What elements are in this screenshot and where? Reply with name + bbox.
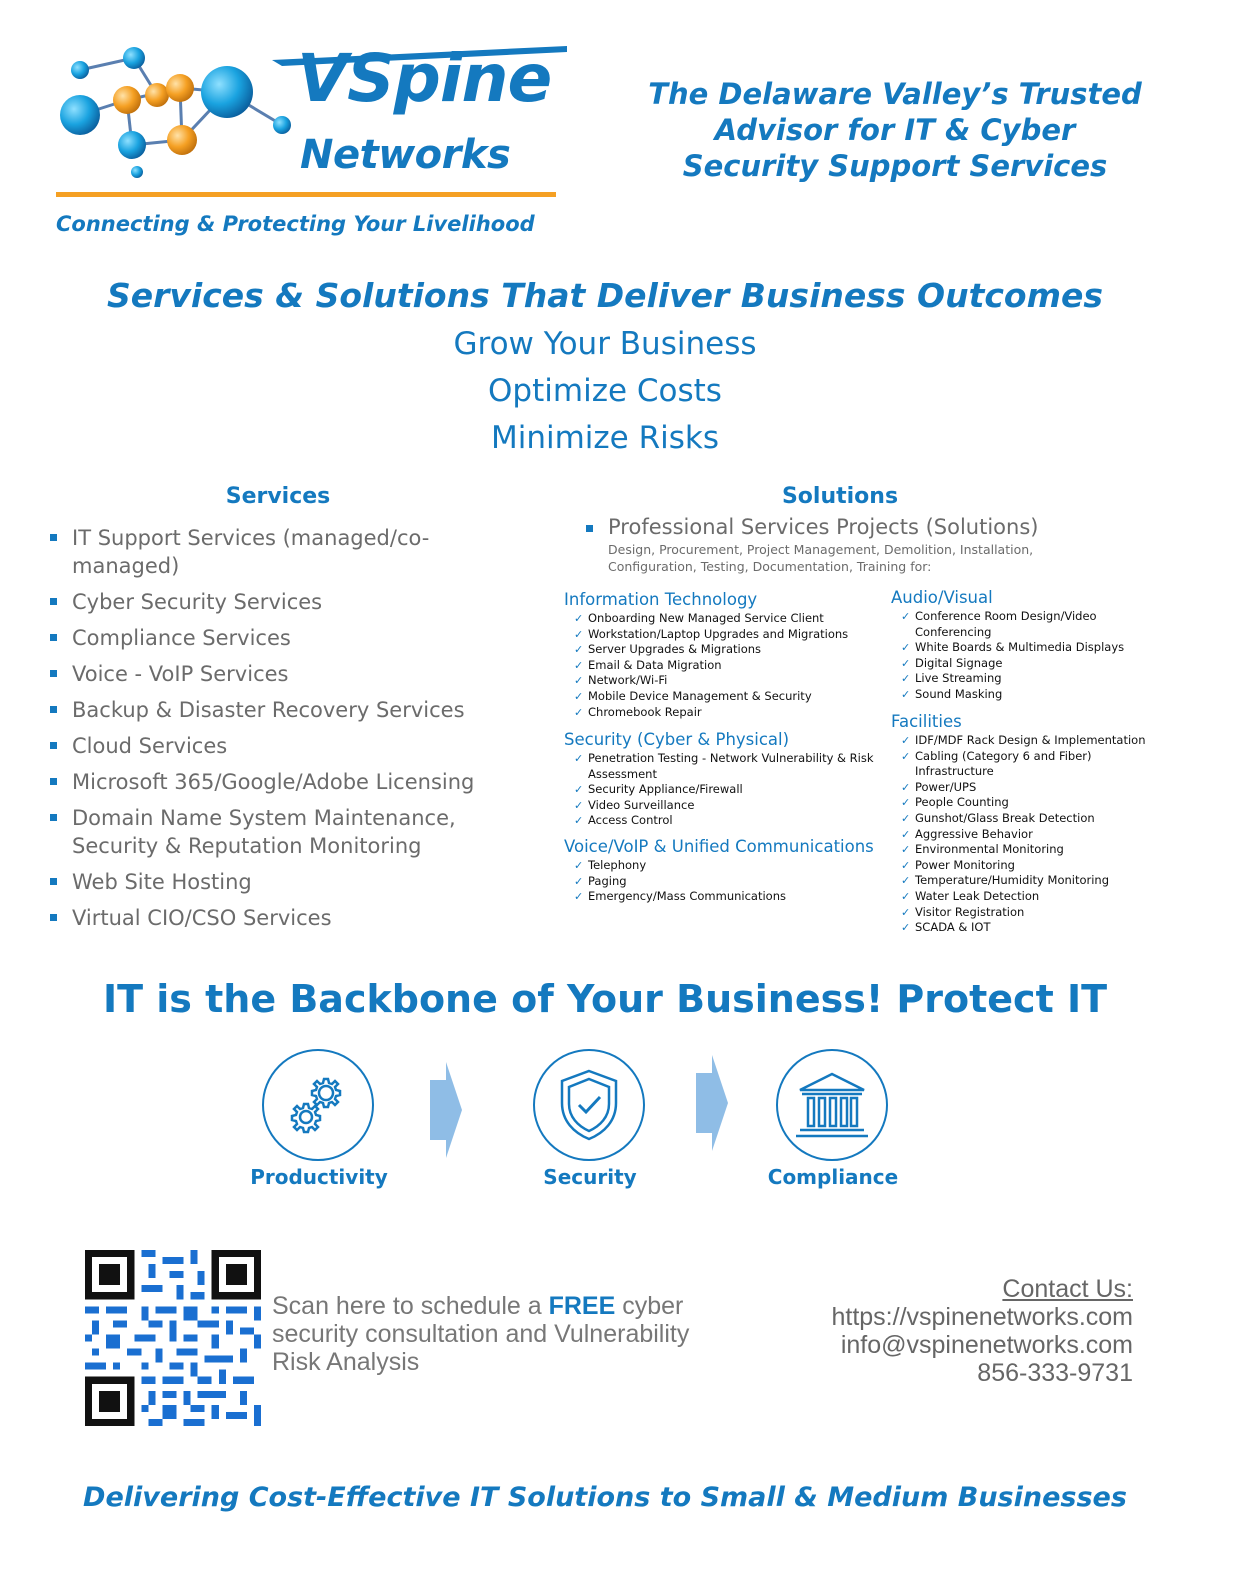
solution-group-title: Information Technology (564, 590, 758, 609)
check-icon: ✓ (901, 858, 911, 872)
bullet-icon (586, 525, 593, 532)
solution-group-title: Audio/Visual (891, 588, 993, 607)
list-item: ✓ Access Control (574, 813, 673, 828)
step-label-compliance: Compliance (767, 1165, 899, 1189)
bullet-icon (50, 914, 57, 921)
list-item: Virtual CIO/CSO Services (48, 904, 518, 932)
professional-services-desc: Design, Procurement, Project Management, Demolition, Installation, Configuration, Testing, Documentation, Training for: (608, 542, 1034, 574)
solution-group-security (564, 730, 884, 829)
productivity-circle (262, 1049, 374, 1161)
contact-website-link[interactable]: https://vspinenetworks.com (831, 1303, 1133, 1331)
contact-email-link[interactable]: info@vspinenetworks.com (840, 1331, 1133, 1359)
bullet-icon (50, 534, 57, 541)
check-icon: ✓ (574, 627, 584, 641)
header-tagline-line: Security Support Services (682, 149, 1108, 183)
check-icon: ✓ (574, 752, 584, 765)
solution-group-facilities (891, 712, 1166, 936)
check-icon: ✓ (901, 827, 911, 841)
list-item: ✓ White Boards & Multimedia Displays (901, 640, 1125, 655)
outcome-risks: Minimize Risks (490, 420, 720, 456)
check-icon: ✓ (901, 641, 911, 655)
list-item: ✓ Temperature/Humidity Monitoring (901, 873, 1110, 888)
list-item: ✓ IDF/MDF Rack Design & Implementation (901, 733, 1146, 747)
main-heading: Services & Solutions That Deliver Business Outcomes (106, 276, 1103, 315)
outcome-grow: Grow Your Business (453, 326, 757, 362)
list-item: ✓ Paging (574, 873, 627, 888)
contact-block (831, 1275, 1133, 1387)
list-item: ✓ Telephony (574, 858, 647, 872)
check-icon: ✓ (574, 859, 584, 872)
list-item: Web Site Hosting (48, 868, 518, 896)
arrow-right-icon (694, 1051, 730, 1155)
contact-title: Contact Us: (1002, 1275, 1133, 1303)
list-item: ✓ Digital Signage (901, 655, 1003, 670)
check-icon: ✓ (574, 798, 584, 812)
check-icon: ✓ (901, 843, 911, 857)
backbone-heading: IT is the Backbone of Your Business! Protect IT (102, 977, 1108, 1021)
list-item: ✓ Aggressive Behavior (901, 826, 1033, 841)
check-icon: ✓ (901, 656, 911, 670)
list-item: ✓ Gunshot/Glass Break Detection (901, 810, 1095, 825)
outcome-costs: Optimize Costs (488, 373, 722, 409)
list-item: ✓ Email & Data Migration (574, 657, 722, 672)
logo-tagline: Connecting & Protecting Your Livelihood (56, 212, 535, 236)
list-item: ✓ Power Monitoring (901, 857, 1015, 872)
check-icon: ✓ (574, 705, 584, 719)
contact-phone[interactable]: 856-333-9731 (977, 1359, 1133, 1387)
company-logo (52, 40, 562, 240)
professional-services-title: Professional Services Projects (Solutions) (608, 515, 1039, 539)
solution-group-title: Security (Cyber & Physical) (564, 730, 790, 749)
services-list (48, 524, 518, 940)
header-tagline (600, 76, 1190, 184)
step-label-productivity: Productivity (250, 1165, 388, 1189)
compliance-circle (776, 1049, 888, 1161)
check-icon: ✓ (901, 889, 911, 903)
list-item: ✓ Emergency/Mass Communications (574, 889, 786, 904)
solutions-title: Solutions (781, 484, 899, 509)
bullet-icon (50, 598, 57, 605)
check-icon: ✓ (574, 689, 584, 703)
solution-group-av (891, 588, 1161, 703)
list-item: Compliance Services (48, 624, 518, 652)
solution-group-title: Facilities (891, 712, 962, 731)
list-item: ✓ Onboarding New Managed Service Client (574, 611, 824, 625)
check-icon: ✓ (574, 643, 584, 657)
logo-wordmark-vspine: VSpine (297, 40, 552, 117)
check-icon: ✓ (901, 749, 911, 763)
list-item: Cyber Security Services (48, 588, 518, 616)
footer-tagline: Delivering Cost-Effective IT Solutions to Small & Medium Businesses (83, 1482, 1127, 1513)
header-tagline-line: Advisor for IT & Cyber (714, 113, 1076, 147)
list-item: ✓ Environmental Monitoring (901, 842, 1064, 857)
solution-group-it (564, 590, 884, 720)
check-icon: ✓ (901, 672, 911, 686)
list-item: ✓ Power/UPS (901, 779, 977, 794)
arrow-right-icon (428, 1058, 464, 1162)
list-item: ✓ Penetration Testing - Network Vulnerability & Risk Assessment (574, 751, 874, 781)
list-item: ✓ Workstation/Laptop Upgrades and Migrations (574, 626, 849, 641)
check-icon: ✓ (574, 890, 584, 904)
logo-divider (56, 192, 556, 197)
check-icon: ✓ (574, 814, 584, 828)
list-item: ✓ Chromebook Repair (574, 704, 702, 719)
check-icon: ✓ (901, 905, 911, 919)
list-item: Backup & Disaster Recovery Services (48, 696, 518, 724)
security-circle (533, 1049, 645, 1161)
list-item: ✓ Network/Wi-Fi (574, 673, 668, 688)
scan-cta (272, 1292, 692, 1376)
list-item: ✓ SCADA & IOT (901, 920, 991, 935)
list-item: ✓ Sound Masking (901, 686, 1003, 701)
list-item: ✓ Mobile Device Management & Security (574, 688, 812, 703)
list-item: ✓ Video Surveillance (574, 797, 695, 812)
list-item: Domain Name System Maintenance, Security & Reputation Monitoring (48, 804, 472, 860)
bullet-icon (50, 878, 57, 885)
list-item: ✓ People Counting (901, 795, 1009, 810)
check-icon: ✓ (574, 612, 584, 625)
list-item: Microsoft 365/Google/Adobe Licensing (48, 768, 518, 796)
bullet-icon (50, 778, 57, 785)
scan-prefix: Scan here to schedule a (272, 1292, 542, 1320)
check-icon: ✓ (901, 610, 911, 623)
check-icon: ✓ (901, 921, 911, 935)
list-item: IT Support Services (managed/co-managed) (48, 524, 452, 580)
check-icon: ✓ (901, 780, 911, 794)
header-tagline-line: The Delaware Valley’s Trusted (648, 77, 1142, 111)
bullet-icon (50, 814, 57, 821)
scan-free-emphasis: FREE (548, 1292, 616, 1320)
check-icon: ✓ (901, 687, 911, 701)
check-icon: ✓ (574, 783, 584, 797)
check-icon: ✓ (574, 658, 584, 672)
professional-services-item (584, 515, 1054, 575)
qr-code-icon[interactable] (85, 1250, 261, 1426)
check-icon: ✓ (901, 734, 911, 747)
check-icon: ✓ (901, 874, 911, 888)
check-icon: ✓ (901, 811, 911, 825)
check-icon: ✓ (901, 796, 911, 810)
bullet-icon (50, 742, 57, 749)
list-item: ✓ Cabling (Category 6 and Fiber) Infrastructure (901, 748, 1092, 779)
gears-icon (282, 1069, 354, 1141)
check-icon: ✓ (574, 874, 584, 888)
solution-group-title: Voice/VoIP & Unified Communications (564, 837, 874, 856)
solution-group-voice (564, 837, 894, 905)
step-label-security: Security (543, 1165, 637, 1189)
check-icon: ✓ (574, 674, 584, 688)
list-item: ✓ Conference Room Design/Video Conferencing (901, 609, 1097, 639)
list-item: ✓ Live Streaming (901, 671, 1002, 686)
services-title: Services (225, 484, 331, 509)
logo-wordmark-networks: Networks (300, 132, 511, 178)
list-item: ✓ Server Upgrades & Migrations (574, 642, 762, 657)
list-item: ✓ Visitor Registration (901, 904, 1025, 919)
list-item: ✓ Water Leak Detection (901, 888, 1040, 903)
list-item: Voice - VoIP Services (48, 660, 518, 688)
shield-check-icon (554, 1067, 624, 1143)
list-item: ✓ Security Appliance/Firewall (574, 782, 743, 797)
scan-rest: cyber security consultation and Vulnerability Risk Analysis (272, 1292, 690, 1376)
bullet-icon (50, 634, 57, 641)
list-item: Cloud Services (48, 732, 518, 760)
bank-building-icon (794, 1070, 870, 1140)
bullet-icon (50, 706, 57, 713)
bullet-icon (50, 670, 57, 677)
